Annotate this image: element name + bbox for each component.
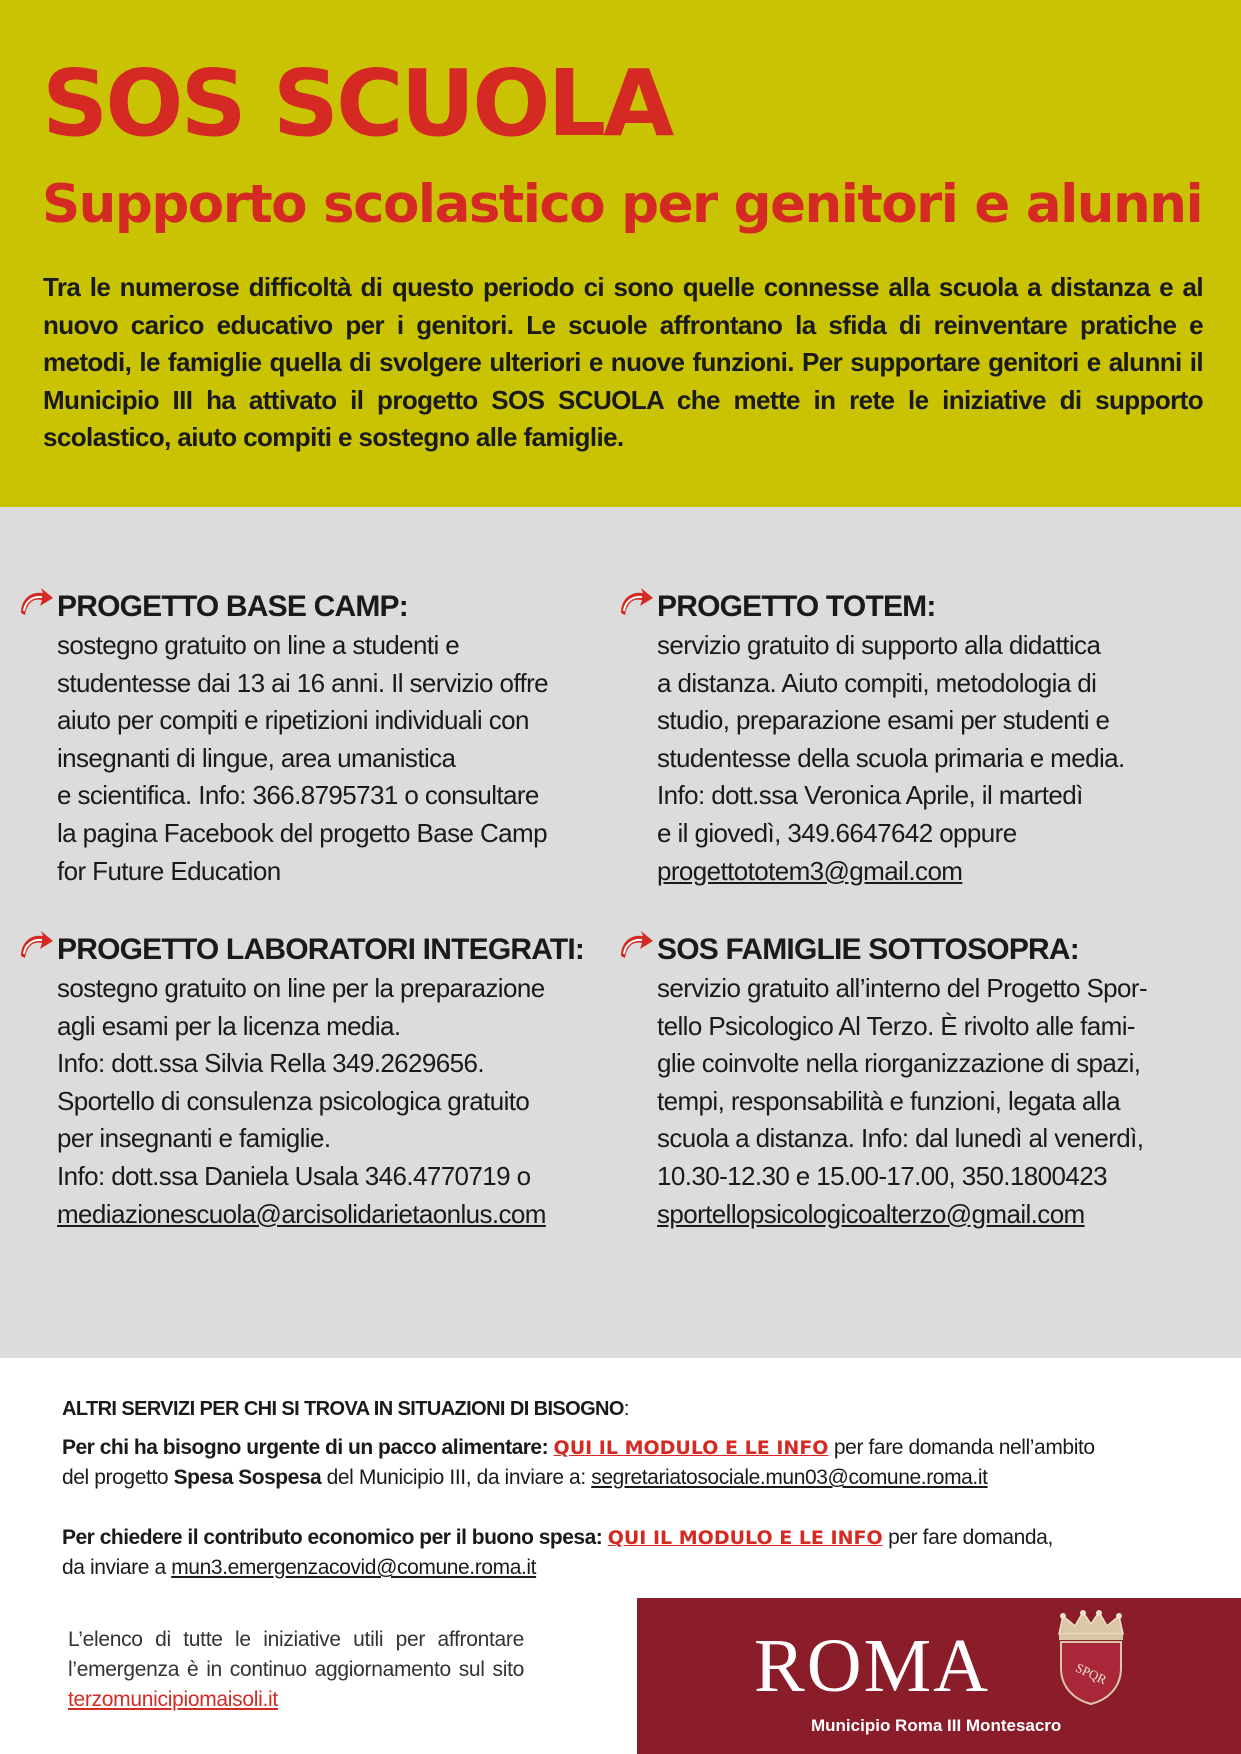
project-title: PROGETTO TOTEM: — [657, 590, 936, 623]
project-sos-famiglie — [657, 930, 1217, 1233]
project-totem — [657, 587, 1217, 890]
project-description — [57, 970, 617, 1233]
food-parcel-info — [62, 1433, 1095, 1493]
project-email-link[interactable]: sportellopsicologicoalterzo@gmail.com — [657, 1198, 1085, 1229]
voucher-line-1 — [62, 1523, 1053, 1553]
voucher-line-2 — [62, 1553, 1053, 1583]
description-line: Info: dott.ssa Veronica Aprile, il martedì — [657, 780, 1083, 811]
description-line: la pagina Facebook del progetto Base Camp — [57, 817, 547, 848]
project-laboratori-integrati — [57, 930, 617, 1233]
roma-logo-block — [637, 1598, 1241, 1754]
roma-subtitle: Municipio Roma III Montesacro — [811, 1716, 1062, 1735]
food-parcel-lead: Per chi ha bisogno urgente di un pacco alimentare: — [62, 1436, 549, 1459]
voucher-after: per fare domanda, — [888, 1526, 1053, 1549]
crown-shield-icon — [1051, 1610, 1131, 1706]
description-line: servizio gratuito all’interno del Progetto Spor- — [657, 973, 1148, 1003]
red-arrow-icon — [617, 587, 655, 621]
site-link[interactable]: terzomunicipiomaisoli.it — [68, 1688, 278, 1711]
project-base-camp — [57, 587, 617, 890]
list-update-note — [68, 1625, 524, 1715]
project-title: PROGETTO BASE CAMP: — [57, 590, 408, 623]
description-line: scuola a distanza. Info: dal lunedì al venerdì, — [657, 1123, 1144, 1154]
crest-text: SPQR — [1073, 1659, 1110, 1688]
description-line: tello Psicologico Al Terzo. È rivolto alle fami- — [657, 1010, 1135, 1041]
other-services-heading-text: ALTRI SERVIZI PER CHI SI TROVA IN SITUAZIONI DI BISOGNO — [62, 1398, 624, 1420]
roma-wordmark: ROMA — [754, 1624, 991, 1708]
intro-paragraph: Tra le numerose difficoltà di questo periodo ci sono quelle connesse alla scuola a distanza e al nuovo carico educativo per i genitori. Le scuole affrontano la sfida di reinventare pratiche e metodi, le famiglie quella di svolgere ulteriori e nuove funzioni. Per supportare genitori e alunni il Municipio III ha attivato il progetto SOS SCUOLA che mette in rete le iniziative di supporto scolastico, aiuto compiti e sostegno alle famiglie. — [43, 272, 1203, 452]
description-line: insegnanti di lingue, area umanistica — [57, 742, 456, 773]
description-line: a distanza. Aiuto compiti, metodologia di — [657, 667, 1097, 698]
description-line: 10.30-12.30 e 15.00-17.00, 350.1800423 — [657, 1160, 1107, 1191]
food-parcel-line2-pre: del progetto — [62, 1466, 169, 1489]
spesa-sospesa-label: Spesa Sospesa — [173, 1466, 322, 1489]
food-parcel-line2-mid: del Municipio III, da inviare a: — [326, 1466, 586, 1489]
description-line: Info: dott.ssa Daniela Usala 346.4770719 o — [57, 1160, 531, 1191]
food-parcel-after: per fare domanda nell’ambito — [833, 1436, 1095, 1459]
voucher-info — [62, 1523, 1053, 1583]
description-line: e il giovedì, 349.6647642 oppure — [657, 817, 1017, 848]
description-line: studentesse della scuola primaria e media. — [657, 742, 1125, 773]
description-line: per insegnanti e famiglie. — [57, 1123, 331, 1154]
food-parcel-line-2 — [62, 1463, 1095, 1493]
red-arrow-icon — [617, 930, 655, 964]
description-line: studio, preparazione esami per studenti e — [657, 705, 1110, 736]
page-title: SOS SCUOLA — [42, 50, 672, 157]
description-line: glie coinvolte nella riorganizzazione di spazi, — [657, 1048, 1141, 1079]
description-line: servizio gratuito di supporto alla didattica — [657, 630, 1101, 660]
voucher-line2-pre: da inviare a — [62, 1556, 166, 1579]
voucher-lead: Per chiedere il contributo economico per il buono spesa: — [62, 1526, 603, 1549]
project-description — [657, 970, 1217, 1233]
project-email-link[interactable]: mediazionescuola@arcisolidarietaonlus.com — [57, 1198, 546, 1229]
red-arrow-icon — [17, 587, 55, 621]
project-title: PROGETTO LABORATORI INTEGRATI: — [57, 933, 585, 966]
description-line: sostegno gratuito on line per la preparazione — [57, 973, 545, 1003]
description-line: sostegno gratuito on line a studenti e — [57, 630, 460, 660]
description-line: studentesse dai 13 ai 16 anni. Il servizio offre — [57, 667, 549, 698]
header-banner — [0, 0, 1241, 507]
description-line: tempi, responsabilità e funzioni, legata alla — [657, 1085, 1120, 1116]
description-line: aiuto per compiti e ripetizioni individuali con — [57, 705, 529, 736]
red-arrow-icon — [17, 930, 55, 964]
other-services-heading — [62, 1398, 629, 1421]
projects-section — [0, 507, 1241, 1358]
voucher-email-link[interactable]: mun3.emergenzacovid@comune.roma.it — [171, 1556, 537, 1579]
list-note-text: L’elenco di tutte le iniziative utili per affrontare l’emergenza è in continuo aggiornamento sul sito — [68, 1628, 524, 1681]
description-line: agli esami per la licenza media. — [57, 1010, 401, 1041]
food-parcel-form-link[interactable]: QUI IL MODULO E LE INFO — [553, 1437, 829, 1459]
description-line: Info: dott.ssa Silvia Rella 349.2629656. — [57, 1048, 484, 1079]
page-subtitle: Supporto scolastico per genitori e alunni — [42, 174, 1203, 235]
project-title: SOS FAMIGLIE SOTTOSOPRA: — [657, 933, 1079, 966]
voucher-form-link[interactable]: QUI IL MODULO E LE INFO — [607, 1527, 883, 1549]
project-description — [57, 627, 617, 890]
project-email-link[interactable]: progettototem3@gmail.com — [657, 855, 963, 886]
food-parcel-line-1 — [62, 1433, 1095, 1463]
project-description — [657, 627, 1217, 890]
heading-colon: : — [623, 1398, 629, 1420]
description-line: e scientifica. Info: 366.8795731 o consultare — [57, 780, 539, 811]
food-parcel-email-link[interactable]: segretariatosociale.mun03@comune.roma.it — [591, 1466, 988, 1489]
description-line: Sportello di consulenza psicologica gratuito — [57, 1085, 530, 1116]
description-line: for Future Education — [57, 855, 281, 886]
